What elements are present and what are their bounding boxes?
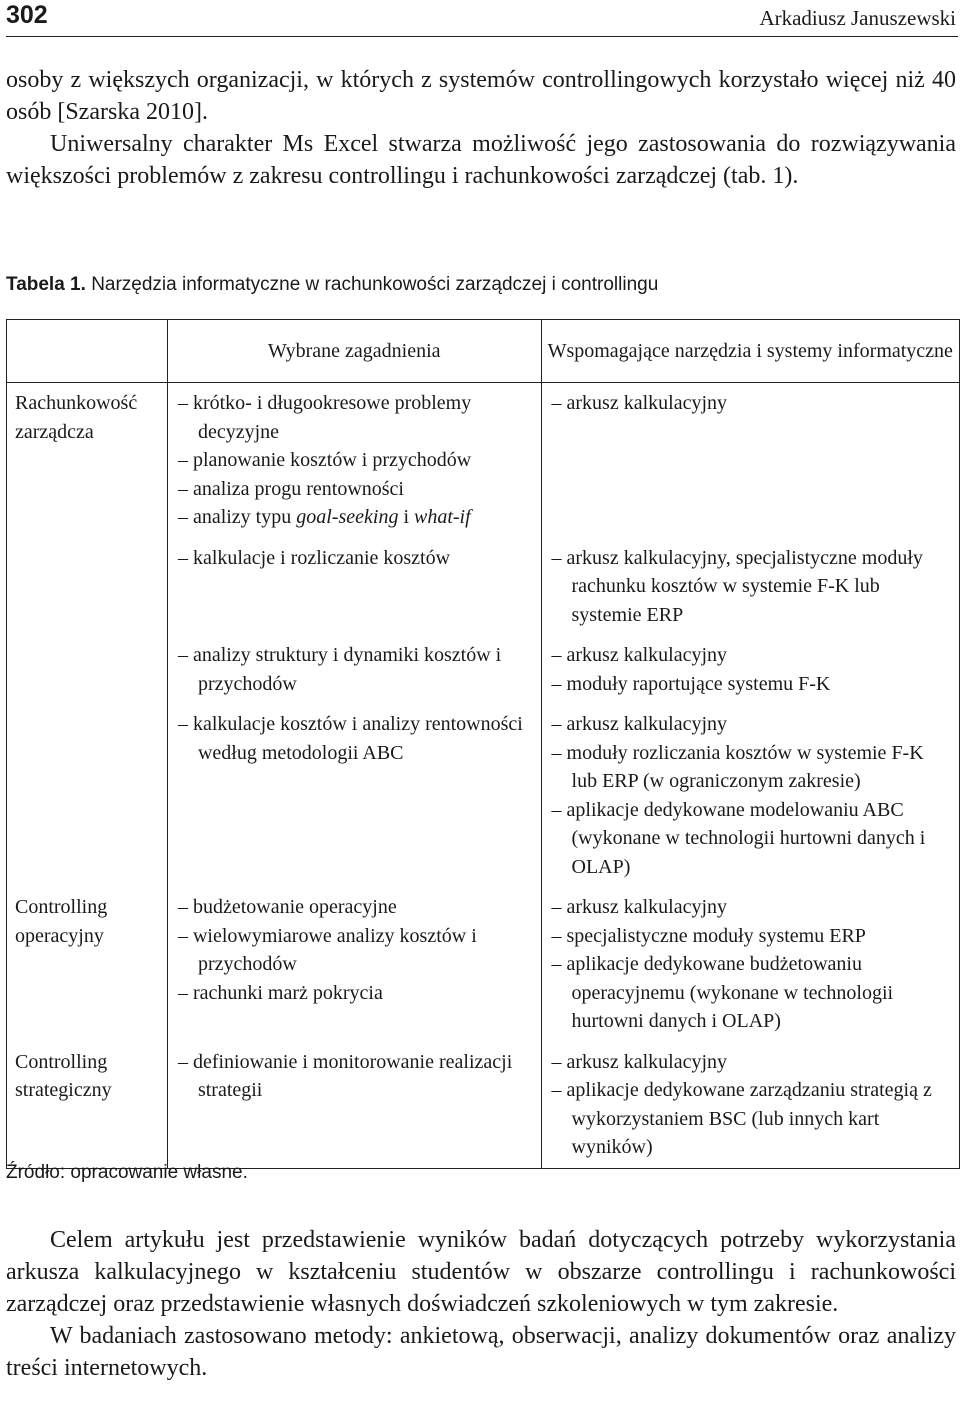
tool-item: – aplikacje dedykowane zarządzaniu strategią z wykorzystaniem BSC (lub innych kart wyników) (551, 1079, 932, 1158)
tool-item: – arkusz kalkulacyjny (551, 644, 728, 666)
topics-cell (167, 887, 541, 1042)
table-row (7, 383, 960, 538)
table-row (7, 1042, 960, 1169)
topic-item: – kalkulacje kosztów i analizy rentowności według metodologii ABC (177, 713, 523, 764)
area-cell: Controlling strategiczny (7, 1042, 168, 1169)
table-source-note: Źródło: opracowanie własne. (6, 1162, 248, 1183)
topic-item: – rachunki marż pokrycia (177, 981, 383, 1004)
tools-cell (541, 1042, 959, 1169)
table-caption-label: Tabela 1. (6, 274, 86, 295)
tool-item: – arkusz kalkulacyjny (551, 713, 728, 735)
table-caption (6, 272, 956, 298)
term-what-if: what-if (414, 506, 471, 528)
topic-item: – planowanie kosztów i przychodów (177, 449, 472, 471)
area-cell: Rachunkowość zarządcza (7, 383, 168, 888)
header-tools: Wspomagające narzędzia i systemy informatyczne (541, 320, 959, 383)
topic-item: – budżetowanie operacyjne (177, 896, 397, 918)
table-header-row (7, 320, 960, 383)
tool-item: – specjalistyczne moduły systemu ERP (551, 924, 866, 947)
term-goal-seeking: goal-seeking (296, 506, 399, 528)
topic-item: – kalkulacje i rozliczanie kosztów (177, 546, 451, 569)
topic-item: – analizy typu goal-seeking i what-if (177, 506, 471, 528)
header-area (7, 320, 168, 383)
closing-paragraph: W badaniach zastosowano metody: ankietową, obserwacji, analizy dokumentów oraz analizy treści internetowych. (6, 1323, 956, 1381)
tool-item: – moduły rozliczania kosztów w systemie F-K lub ERP (w ograniczonym zakresie) (551, 741, 924, 792)
table-row (7, 887, 960, 1042)
topics-cell (167, 383, 541, 538)
tool-item: – aplikacje dedykowane modelowaniu ABC (wykonane w technologii hurtowni danych i OLAP) (551, 798, 926, 878)
tools-cell (541, 887, 959, 1042)
topics-cell (167, 635, 541, 704)
tools-cell (541, 538, 959, 636)
topic-item: – definiowanie i monitorowanie realizacji strategii (177, 1050, 513, 1101)
tools-table (6, 319, 960, 1169)
intro-text (6, 64, 956, 192)
tool-item: – aplikacje dedykowane budżetowaniu operacyjnemu (wykonane w technologii hurtowni danych i OLAP) (551, 953, 894, 1032)
topics-cell (167, 1042, 541, 1169)
topic-item: – analizy struktury i dynamiki kosztów i przychodów (177, 644, 502, 695)
topic-item: – krótko- i długookresowe problemy decyzyjne (177, 392, 472, 443)
intro-paragraph: osoby z większych organizacji, w których z systemów controllingowych korzystało więcej niż 40 osób [Szarska 2010]. (6, 67, 956, 125)
topics-cell (167, 704, 541, 887)
topic-item: – analiza progu rentowności (177, 477, 404, 500)
area-cell: Controlling operacyjny (7, 887, 168, 1042)
page-header (6, 2, 958, 37)
tools-cell (541, 383, 959, 538)
topic-item: – wielowymiarowe analizy kosztów i przychodów (177, 924, 477, 975)
table-caption-text: Narzędzia informatyczne w rachunkowości zarządczej i controllingu (91, 274, 659, 295)
tool-item: – arkusz kalkulacyjny (551, 392, 728, 414)
closing-text (6, 1224, 956, 1384)
tools-cell (541, 635, 959, 704)
topics-cell (167, 538, 541, 636)
intro-paragraph: Uniwersalny charakter Ms Excel stwarza możliwość jego zastosowania do rozwiązywania większości problemów z zakresu controllingu i rachunkowości zarządczej (tab. 1). (6, 131, 956, 189)
tool-item: – arkusz kalkulacyjny (551, 1050, 728, 1073)
tool-item: – arkusz kalkulacyjny (551, 896, 728, 918)
tool-item: – moduły raportujące systemu F-K (551, 672, 831, 695)
page-number: 302 (6, 1, 48, 29)
header-topics: Wybrane zagadnienia (167, 320, 541, 383)
tool-item: – arkusz kalkulacyjny, specjalistyczne moduły rachunku kosztów w systemie F-K lub systemie ERP (551, 546, 923, 626)
running-head-author: Arkadiusz Januszewski (759, 6, 956, 30)
closing-paragraph: Celem artykułu jest przedstawienie wyników badań dotyczących potrzeby wykorzystania arkusza kalkulacyjnego w kształceniu studentów w obszarze controllingu i rachunkowości zarządczej oraz przedstawienie własnych doświadczeń szkoleniowych w tym zakresie. (6, 1227, 956, 1317)
tools-cell (541, 704, 959, 887)
